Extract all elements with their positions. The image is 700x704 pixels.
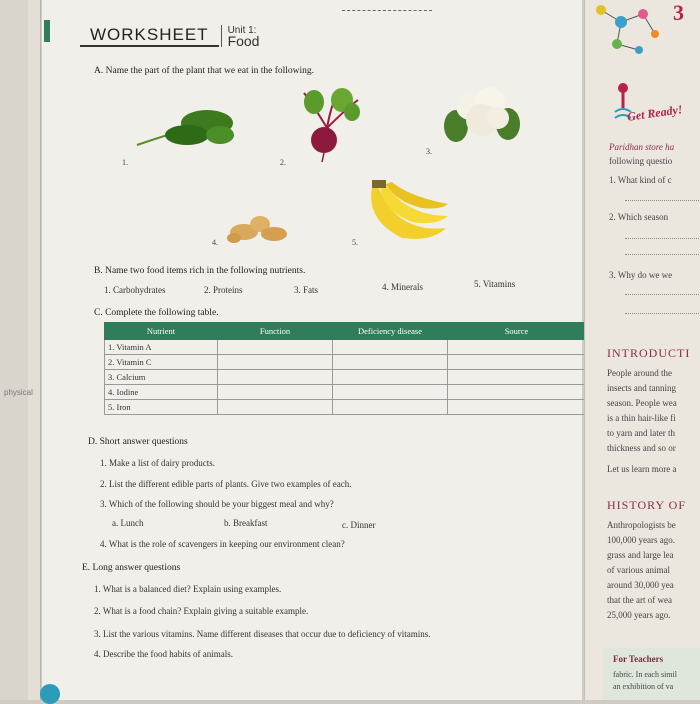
get-ready-label: Get Ready! [626, 102, 684, 124]
unit-number: Unit 1: [227, 25, 257, 36]
history-line: 100,000 years ago. [607, 535, 675, 545]
green-tab [44, 20, 50, 42]
answer-cell[interactable] [333, 400, 448, 415]
history-heading: HISTORY OF [607, 498, 687, 512]
table-row [105, 385, 586, 400]
question-d1: 1. Make a list of dairy products. [100, 458, 215, 468]
right-text-line: 1. What kind of c [609, 175, 672, 185]
introduction-heading: INTRODUCTI [607, 346, 691, 360]
answer-cell[interactable] [218, 400, 333, 415]
answer-cell[interactable] [448, 400, 586, 415]
intro-line: to yarn and later th [607, 428, 675, 438]
spinach-image [132, 105, 242, 160]
column-header: Function [218, 323, 333, 340]
next-page [584, 0, 700, 700]
question-d3: 3. Which of the following should be your biggest meal and why? [100, 499, 334, 509]
nutrient-cell: 3. Calcium [105, 370, 218, 385]
question-e3: 3. List the various vitamins. Name different diseases that occur due to deficiency of vitamins. [94, 629, 431, 639]
nutrient-item: 1. Carbohydrates [104, 285, 166, 295]
beetroot-image [292, 88, 362, 163]
intro-line: season. People wea [607, 398, 677, 408]
answer-cell[interactable] [218, 340, 333, 355]
column-header: Nutrient [105, 323, 218, 340]
column-header: Deficiency disease [333, 323, 448, 340]
teachers-note-box [603, 648, 700, 700]
image-number-1: 1. [122, 158, 128, 167]
section-d-instruction: D. Short answer questions [88, 437, 188, 447]
intro-line: People around the [607, 368, 672, 378]
history-line: Anthropologists be [607, 520, 676, 530]
option-dinner: c. Dinner [342, 520, 376, 530]
molecule-graphic [591, 0, 671, 55]
teachers-line: an exhibition of va [613, 682, 674, 691]
answer-cell[interactable] [333, 355, 448, 370]
banana-image [362, 180, 452, 245]
section-e-instruction: E. Long answer questions [82, 563, 181, 573]
section-b-instruction: B. Name two food items rich in the following nutrients. [94, 266, 306, 276]
image-number-5: 5. [352, 238, 358, 247]
nutrient-cell: 2. Vitamin C [105, 355, 218, 370]
intro-line: Let us learn more a [607, 464, 677, 474]
option-breakfast: b. Breakfast [224, 518, 268, 528]
page-number-badge [40, 684, 60, 704]
image-number-3: 3. [426, 147, 432, 156]
answer-cell[interactable] [218, 385, 333, 400]
answer-cell[interactable] [448, 385, 586, 400]
right-text-line: 3. Why do we we [609, 270, 673, 280]
nutrient-item: 2. Proteins [204, 285, 243, 295]
previous-page [0, 0, 41, 700]
intro-line: is a thin hair-like fi [607, 413, 676, 423]
answer-cell[interactable] [218, 355, 333, 370]
nutrient-cell: 1. Vitamin A [105, 340, 218, 355]
right-page-number: 3 [673, 0, 684, 25]
table-row [105, 400, 586, 415]
history-line: 25,000 years ago. [607, 610, 671, 620]
answer-cell[interactable] [333, 370, 448, 385]
intro-line: insects and tanning [607, 383, 676, 393]
worksheet-title: WORKSHEET [80, 25, 219, 47]
answer-line [625, 294, 700, 295]
teachers-heading: For Teachers [613, 654, 664, 664]
intro-line: thickness and so or [607, 443, 676, 453]
header-rule [342, 10, 432, 11]
answer-cell[interactable] [333, 340, 448, 355]
option-lunch: a. Lunch [112, 518, 144, 528]
question-e4: 4. Describe the food habits of animals. [94, 649, 233, 659]
answer-cell[interactable] [448, 355, 586, 370]
answer-line [625, 254, 700, 255]
table-header-row [105, 323, 586, 340]
section-c-instruction: C. Complete the following table. [94, 308, 219, 318]
answer-cell[interactable] [218, 370, 333, 385]
table-row [105, 340, 586, 355]
answer-cell[interactable] [448, 370, 586, 385]
question-d4: 4. What is the role of scavengers in keeping our environment clean? [100, 539, 345, 549]
question-d2: 2. List the different edible parts of plants. Give two examples of each. [100, 479, 352, 489]
question-e2: 2. What is a food chain? Explain giving a suitable example. [94, 606, 309, 616]
worksheet-header [80, 24, 259, 48]
history-line: around 30,000 yea [607, 580, 674, 590]
table-row [105, 355, 586, 370]
image-number-2: 2. [280, 158, 286, 167]
teachers-line: fabric. In each simil [613, 670, 677, 679]
right-text-line: following questio [609, 156, 673, 166]
image-number-4: 4. [212, 238, 218, 247]
history-line: grass and large lea [607, 550, 674, 560]
nutrient-table [104, 322, 586, 415]
answer-line [625, 313, 700, 314]
cauliflower-image [442, 78, 522, 148]
question-e1: 1. What is a balanced diet? Explain using examples. [94, 584, 282, 594]
nutrient-item: 3. Fats [294, 285, 319, 295]
answer-line [625, 200, 700, 201]
history-line: that the art of wea [607, 595, 672, 605]
right-text-line: Paridhan store ha [609, 142, 675, 152]
answer-cell[interactable] [448, 340, 586, 355]
worksheet-page [42, 0, 582, 700]
section-a-instruction: A. Name the part of the plant that we eat in the following. [94, 66, 315, 76]
column-header: Source [448, 323, 586, 340]
table-row [105, 370, 586, 385]
page-edge [28, 0, 40, 700]
nutrient-item: 4. Minerals [382, 282, 423, 292]
right-text-line: 2. Which season [609, 212, 669, 222]
nutrient-cell: 4. Iodine [105, 385, 218, 400]
answer-line [625, 238, 700, 239]
ginger-image [222, 208, 292, 248]
history-line: of various animal [607, 565, 670, 575]
nutrient-item: 5. Vitamins [474, 279, 516, 289]
unit-label [221, 25, 260, 47]
answer-cell[interactable] [333, 385, 448, 400]
nutrient-cell: 5. Iron [105, 400, 218, 415]
left-page-text: physical [4, 388, 33, 397]
unit-subject: Food [227, 33, 260, 49]
